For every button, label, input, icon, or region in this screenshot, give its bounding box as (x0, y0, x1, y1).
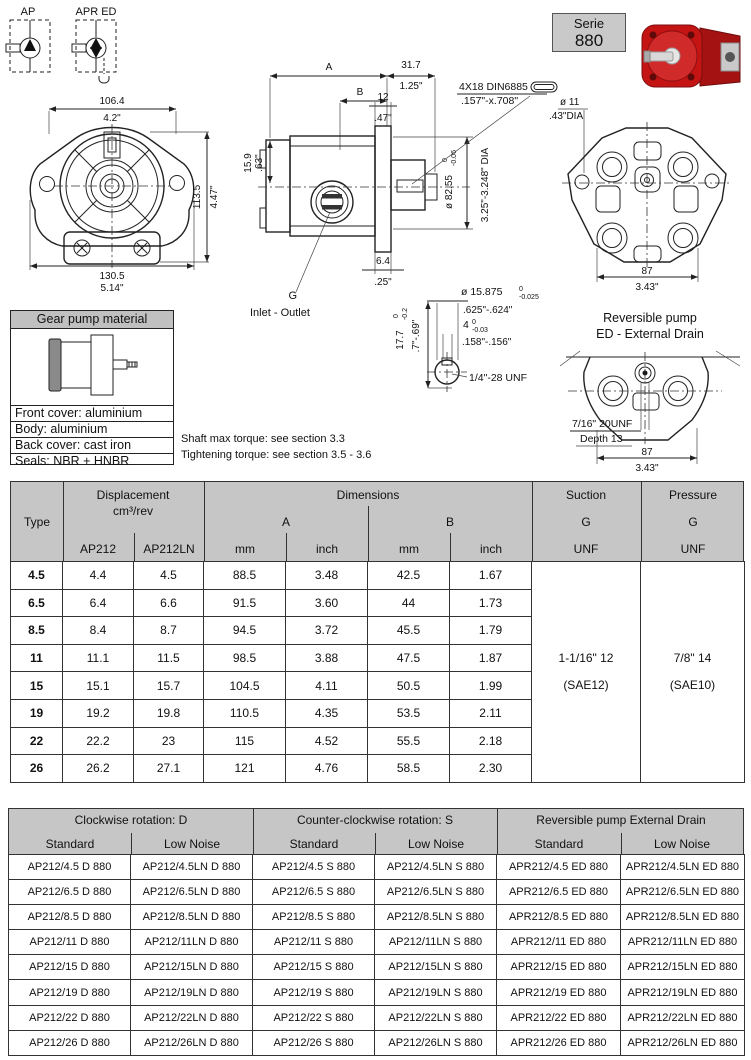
table-cell: 2.18 (450, 727, 532, 755)
col-a-mm-header: mm (235, 542, 255, 556)
shaft-height-in: .7"-.69" (411, 319, 422, 353)
rear-hole-in: .43"DIA (549, 111, 584, 122)
reversible-title-line1: Reversible pump (603, 311, 697, 325)
suction-value: 1-1/16" 12 (SAE12) (532, 562, 641, 783)
table-row (9, 1005, 745, 1030)
serie-badge (552, 13, 626, 52)
table-cell: AP212/22LN S 880 (375, 1005, 497, 1030)
shaft-dia-tol-hi: 0 (519, 286, 523, 293)
table-cell: 19.8 (134, 699, 204, 727)
dim-12-in: .47" (374, 113, 392, 124)
col-suction-g: G (581, 515, 591, 529)
table-cell: AP212/6.5LN D 880 (131, 880, 253, 905)
shaft-dia-in: .625"-.624" (463, 305, 513, 316)
col-dimensions-header: Dimensions (336, 488, 400, 502)
table-cell: 55.5 (368, 727, 450, 755)
table-cell: 6.4 (63, 589, 134, 617)
table-cell: APR212/15 ED 880 (497, 955, 621, 980)
table-cell: 98.5 (204, 644, 286, 672)
rear-width-mm: 87 (641, 266, 653, 277)
table-cell: 1.99 (450, 672, 532, 700)
table-cell: APR212/26LN ED 880 (621, 1030, 745, 1055)
sub-low-noise-1: Low Noise (163, 837, 221, 851)
shaft-detail-drawing (393, 286, 539, 392)
col-a-inch-header: inch (315, 542, 339, 556)
col-displacement-header: Displacement (96, 488, 170, 502)
table-cell: AP212/26 S 880 (253, 1030, 375, 1055)
dimensions-table (10, 561, 745, 783)
table-cell: 27.1 (134, 755, 204, 783)
table-cell: AP212/11 D 880 (9, 930, 131, 955)
sub-standard-2: Standard (289, 837, 339, 851)
col-ap212-header: AP212 (79, 542, 117, 556)
table-cell: 45.5 (368, 617, 450, 645)
dim-a-label: A (325, 62, 333, 73)
table-cell: 44 (368, 589, 450, 617)
note-shaft-torque: Shaft max torque: see section 3.3 (181, 433, 345, 445)
col-b-header: B (445, 515, 455, 529)
pilot-tol-hi: 0 (442, 158, 449, 162)
front-view-drawing (30, 96, 220, 294)
table-cell: APR212/19 ED 880 (497, 980, 621, 1005)
pump-photo (636, 16, 750, 100)
table-cell: AP212/11 S 880 (253, 930, 375, 955)
table-cell: APR212/8.5LN ED 880 (621, 905, 745, 930)
dim-317-in: 1.25" (399, 81, 423, 92)
table-cell: 3.48 (286, 562, 368, 590)
col-displacement-unit: cm³/rev (113, 504, 153, 518)
rear-hole-mm: ø 11 (560, 97, 580, 108)
sub-low-noise-2: Low Noise (407, 837, 465, 851)
front-total-width-mm: 130.5 (99, 271, 125, 282)
shaft-key-in: .158"-.156" (462, 337, 512, 348)
shaft-dia-mm: ø 15.875 (461, 286, 503, 298)
table-cell: 6.6 (134, 589, 204, 617)
table-cell: AP212/11LN D 880 (131, 930, 253, 955)
apr-ed-symbol-label: APR ED (75, 6, 117, 18)
table-cell: 23 (134, 727, 204, 755)
table-cell: 15.7 (134, 672, 204, 700)
table-cell: 94.5 (204, 617, 286, 645)
table-cell: 4.35 (286, 699, 368, 727)
col-pressure-header: Pressure (668, 488, 718, 502)
front-width-in: 4.2" (103, 113, 121, 124)
note-tightening-torque: Tightening torque: see section 3.5 - 3.6 (181, 449, 372, 461)
table-cell: 22 (11, 727, 63, 755)
shaft-height-tol-lo: -0.2 (402, 307, 409, 321)
shaft-key-tol-hi: 0 (472, 319, 476, 326)
table-cell: AP212/8.5LN D 880 (131, 905, 253, 930)
table-cell: 104.5 (204, 672, 286, 700)
table-cell: 15 (11, 672, 63, 700)
pilot-dia-mm: ø 82.55 (444, 175, 455, 209)
reversible-title-line2: ED - External Drain (596, 327, 704, 341)
table-cell: AP212/11LN S 880 (375, 930, 497, 955)
table-cell: 4.5 (11, 562, 63, 590)
table-cell: 8.5 (11, 617, 63, 645)
table-cell: AP212/15 S 880 (253, 955, 375, 980)
table-cell: 6.5 (11, 589, 63, 617)
group-counterclockwise-header: Counter-clockwise rotation: S (296, 813, 454, 827)
table-row (9, 930, 745, 955)
sub-low-noise-3: Low Noise (653, 837, 711, 851)
table-cell: 19.2 (63, 699, 134, 727)
table-cell: 3.72 (286, 617, 368, 645)
group-clockwise-header: Clockwise rotation: D (74, 813, 188, 827)
material-body: Body: aluminium (11, 421, 173, 437)
shaft-key-mm: 4 (463, 319, 469, 331)
table-cell: AP212/6.5 S 880 (253, 880, 375, 905)
table-cell: AP212/19 D 880 (9, 980, 131, 1005)
port-g-label: G (288, 290, 297, 302)
table-row (9, 955, 745, 980)
shaft-key-tol-lo: -0.03 (472, 327, 488, 334)
table-cell: 3.88 (286, 644, 368, 672)
col-b-mm-header: mm (399, 542, 419, 556)
col-type-header: Type (23, 515, 51, 529)
material-box-title: Gear pump material (11, 311, 173, 329)
table-cell: 1.67 (450, 562, 532, 590)
key-note-line1: 4X18 DIN6885 (459, 81, 528, 93)
table-row (9, 905, 745, 930)
front-height-in: 4.47" (209, 185, 220, 209)
dim-64-mm: 6.4 (376, 256, 390, 267)
table-cell: AP212/4.5 S 880 (253, 855, 375, 880)
table-cell: 88.5 (204, 562, 286, 590)
table-cell: 50.5 (368, 672, 450, 700)
sub-standard-3: Standard (534, 837, 584, 851)
table-row (9, 980, 745, 1005)
front-height-mm: 113.5 (192, 184, 203, 210)
col-pressure-unf: UNF (680, 542, 706, 556)
table-cell: 26 (11, 755, 63, 783)
table-cell: AP212/22 S 880 (253, 1005, 375, 1030)
ordering-codes-table (8, 854, 745, 1056)
table-cell: AP212/4.5LN D 880 (131, 855, 253, 880)
rear-width-in: 3.43" (635, 282, 659, 293)
table-cell: 1.79 (450, 617, 532, 645)
material-back-cover: Back cover: cast iron (11, 437, 173, 453)
table-cell: 4.52 (286, 727, 368, 755)
col-suction-header: Suction (565, 488, 607, 502)
table-cell: 91.5 (204, 589, 286, 617)
group-reversible-header: Reversible pump External Drain (536, 813, 706, 827)
material-front-cover: Front cover: aluminium (11, 405, 173, 421)
pilot-tol-lo: -0.06 (451, 150, 458, 166)
col-ap212ln-header: AP212LN (143, 542, 195, 556)
front-total-width-in: 5.14" (100, 283, 124, 294)
table-cell: AP212/8.5LN S 880 (375, 905, 497, 930)
table-cell: APR212/4.5LN ED 880 (621, 855, 745, 880)
hydraulic-symbol-apr-ed (72, 6, 117, 83)
dim-317-mm: 31.7 (401, 60, 421, 71)
reversible-pump-drawing (560, 311, 740, 474)
table-row (9, 880, 745, 905)
material-box (10, 310, 174, 468)
drain-thread-label: 7/16" 20UNF (572, 418, 633, 430)
table-cell: 3.60 (286, 589, 368, 617)
table-cell: 2.30 (450, 755, 532, 783)
table-cell: AP212/26LN S 880 (375, 1030, 497, 1055)
shaft-thread-label: 1/4"-28 UNF (469, 372, 527, 384)
table-cell: 1.73 (450, 589, 532, 617)
table-cell: 47.5 (368, 644, 450, 672)
table-cell: 4.11 (286, 672, 368, 700)
reversible-width-in: 3.43" (635, 463, 659, 474)
drain-depth-label: Depth 13 (580, 433, 623, 445)
table-cell: APR212/26 ED 880 (497, 1030, 621, 1055)
dim-b-label: B (356, 87, 364, 98)
hydraulic-symbol-ap (6, 6, 50, 72)
ordering-codes-table-body (9, 855, 745, 1056)
table-cell: 1.87 (450, 644, 532, 672)
table-cell: AP212/19LN S 880 (375, 980, 497, 1005)
table-cell: 58.5 (368, 755, 450, 783)
material-seals: Seals: NBR + HNBR (11, 453, 173, 469)
table-row (11, 562, 745, 590)
table-cell: APR212/22LN ED 880 (621, 1005, 745, 1030)
table-cell: APR212/6.5 ED 880 (497, 880, 621, 905)
table-cell: 42.5 (368, 562, 450, 590)
table-cell: 115 (204, 727, 286, 755)
shaft-height-mm: 17.7 (395, 330, 406, 350)
pump-silhouette-image (11, 329, 171, 400)
key-icon (531, 82, 557, 92)
rear-view-drawing (549, 97, 732, 293)
table-cell: AP212/8.5 S 880 (253, 905, 375, 930)
table-cell: 22.2 (63, 727, 134, 755)
table-cell: 4.4 (63, 562, 134, 590)
table-cell: APR212/22 ED 880 (497, 1005, 621, 1030)
dim-12-mm: 12 (377, 92, 389, 103)
table-cell: AP212/22 D 880 (9, 1005, 131, 1030)
serie-number: 880 (574, 31, 604, 50)
table-cell: AP212/4.5LN S 880 (375, 855, 497, 880)
order-table-header (8, 808, 744, 855)
pressure-value: 7/8" 14 (SAE10) (641, 562, 745, 783)
table-cell: APR212/19LN ED 880 (621, 980, 745, 1005)
table-cell: APR212/11 ED 880 (497, 930, 621, 955)
side-view-drawing (243, 60, 557, 319)
inlet-outlet-label: Inlet - Outlet (250, 307, 310, 319)
col-suction-unf: UNF (573, 542, 599, 556)
table-cell: AP212/19LN D 880 (131, 980, 253, 1005)
col-a-header: A (281, 515, 291, 529)
col-b-inch-header: inch (479, 542, 503, 556)
dim-table-header (10, 481, 744, 562)
table-cell: APR212/8.5 ED 880 (497, 905, 621, 930)
table-cell: AP212/15 D 880 (9, 955, 131, 980)
dim-159-mm: 15.9 (243, 153, 254, 173)
col-pressure-g: G (688, 515, 698, 529)
table-cell: AP212/19 S 880 (253, 980, 375, 1005)
table-cell: APR212/15LN ED 880 (621, 955, 745, 980)
table-cell: 4.5 (134, 562, 204, 590)
table-cell: AP212/26LN D 880 (131, 1030, 253, 1055)
table-cell: APR212/4.5 ED 880 (497, 855, 621, 880)
table-cell: 8.7 (134, 617, 204, 645)
table-cell: 11.5 (134, 644, 204, 672)
table-cell: 11 (11, 644, 63, 672)
table-cell: 26.2 (63, 755, 134, 783)
table-cell: 4.76 (286, 755, 368, 783)
table-cell: 8.4 (63, 617, 134, 645)
table-cell: 19 (11, 699, 63, 727)
table-row (9, 855, 745, 880)
key-note-line2: .157"-x.708" (461, 95, 519, 107)
pilot-dia-in: 3.25"-3.248" DIA (480, 147, 491, 223)
table-cell: 110.5 (204, 699, 286, 727)
table-cell: 53.5 (368, 699, 450, 727)
table-cell: APR212/6.5LN ED 880 (621, 880, 745, 905)
serie-label: Serie (573, 16, 605, 31)
table-cell: AP212/26 D 880 (9, 1030, 131, 1055)
sub-standard-1: Standard (45, 837, 95, 851)
reversible-width-mm: 87 (641, 447, 653, 458)
dim-159-in: .63" (254, 154, 265, 172)
table-cell: 121 (204, 755, 286, 783)
shaft-height-tol-hi: 0 (393, 314, 400, 318)
table-cell: AP212/15LN S 880 (375, 955, 497, 980)
ap-symbol-label: AP (20, 6, 36, 18)
table-cell: 11.1 (63, 644, 134, 672)
table-row (9, 1030, 745, 1055)
dim-64-in: .25" (374, 277, 392, 288)
table-cell: AP212/22LN D 880 (131, 1005, 253, 1030)
table-cell: AP212/4.5 D 880 (9, 855, 131, 880)
table-cell: 15.1 (63, 672, 134, 700)
table-cell: AP212/6.5 D 880 (9, 880, 131, 905)
table-cell: AP212/8.5 D 880 (9, 905, 131, 930)
table-cell: AP212/6.5LN S 880 (375, 880, 497, 905)
shaft-dia-tol-lo: -0.025 (519, 294, 539, 301)
dimensions-table-body (11, 562, 745, 783)
table-cell: 2.11 (450, 699, 532, 727)
front-width-mm: 106.4 (99, 96, 125, 107)
table-cell: AP212/15LN D 880 (131, 955, 253, 980)
table-cell: APR212/11LN ED 880 (621, 930, 745, 955)
